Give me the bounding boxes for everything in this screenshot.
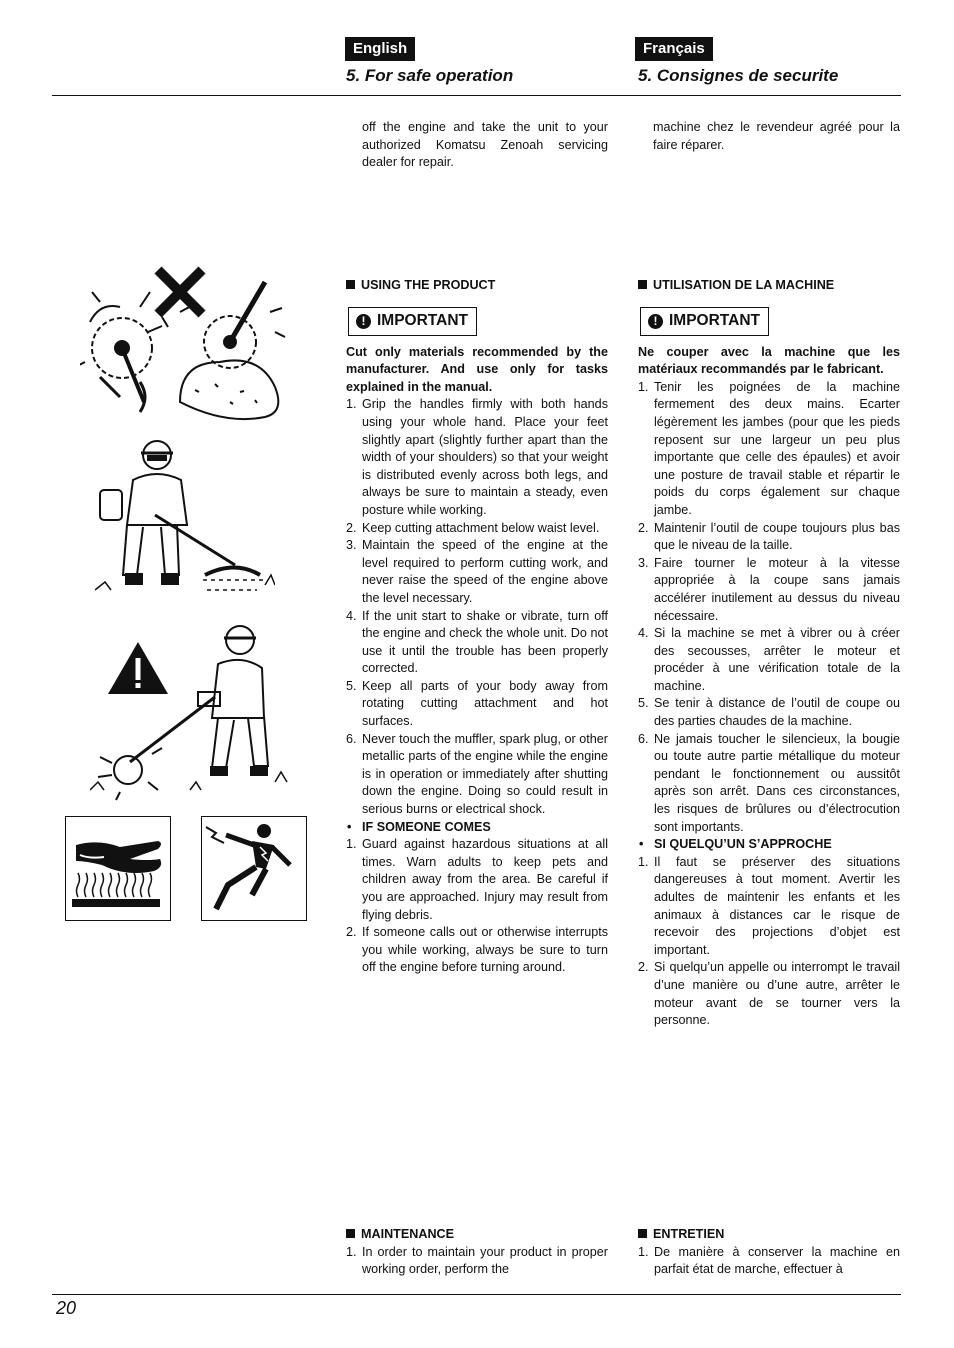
heading-if-someone-comes: • IF SOMEONE COMES (346, 819, 608, 837)
prohibited-debris-icon (80, 262, 290, 427)
maintenance-english (346, 1226, 608, 1279)
maintenance-items (638, 1244, 900, 1279)
hot-surface-icon (65, 816, 171, 921)
someone-items (346, 836, 608, 977)
list-item: 2. Maintenir l’outil de coupe toujours plus bas que le niveau de la taille. (638, 520, 900, 553)
list-item: 6. Ne jamais toucher le silencieux, la bougie ou toute autre partie métallique du moteur pendant le fonctionnement ou aussitôt après son arrêt. Dans ces circonstances, les risques de brûlures ou d’électrocution sont importants. (638, 731, 900, 834)
heading-si-quelquun: • SI QUELQU’UN S’APPROCHE (638, 836, 900, 854)
list-item: 2. Keep cutting attachment below waist level. (346, 520, 600, 535)
electric-shock-icon (201, 816, 307, 921)
list-item: 6. Never touch the muffler, spark plug, or other metallic parts of the engine while the engine is in operation or immediately after shutting down the engine. Doing so could result in serious burns or electrical shock. (346, 731, 608, 817)
someone-items (638, 854, 900, 1030)
french-column (638, 277, 900, 1030)
list-item: 1. In order to maintain your product in proper working order, perform the (346, 1244, 608, 1277)
list-item: 3. Faire tourner le moteur à la vitesse appropriée à la coupe sans jamais accélérer inutilement au dessus du niveau nécessaire. (638, 555, 900, 623)
header-rule (52, 95, 901, 96)
page-number: 20 (56, 1298, 77, 1318)
list-item: 1. Grip the handles firmly with both hands using your whole hand. Place your feet slightly apart (slightly further apart than the width of your shoulders) so that your weight is distributed evenly across both legs, and always be sure to maintain a steady, even posture while working. (346, 397, 608, 517)
language-tag-french: Français (635, 37, 713, 61)
english-column (346, 277, 608, 977)
intro-french: machine chez le revendeur agréé pour la faire réparer. (653, 120, 900, 152)
square-bullet-icon (346, 280, 355, 289)
operator-trimming-icon (90, 622, 290, 802)
list-item: 1. Tenir les poignées de la machine fermement des deux mains. Ecarter légèrement les jambes (pour que les pieds reposent sur une largeur un peu plus importante que celle des épaules) et avoir une posture de travail stable et répartir le poids du corps également sur chaque jambe. (638, 379, 900, 517)
list-item: 2. If someone calls out or otherwise interrupts you while working, always be sure to turn off the engine before turning around. (346, 925, 608, 975)
important-lead: Ne couper avec la machine que les matériaux recommandés par le fabricant. (638, 344, 900, 377)
electrocution-figure-icon (202, 817, 305, 919)
heading-entretien: ENTRETIEN (638, 1226, 900, 1244)
important-box: ! IMPORTANT (348, 307, 477, 336)
heading-using-product: USING THE PRODUCT (346, 277, 608, 295)
list-item: 1. De manière à conserver la machine en parfait état de marche, effectuer à (638, 1244, 900, 1277)
list-item: 2. Si quelqu’un appelle ou interrompt le travail d’une manière ou d’une autre, arrêter le moteur avant de se tourner vers la personne. (638, 960, 900, 1028)
list-item: 1. Il faut se préserver des situations dangereuses à tout moment. Avertir les adultes de maintenir les enfants et les animaux à distances car le risque de recevoir des projections d’objet est important. (638, 854, 900, 957)
language-tag-english: English (345, 37, 415, 61)
list-item: 4. Si la machine se met à vibrer ou à créer des secousses, arrêter le moteur et procéder à une vérification totale de la machine. (638, 626, 900, 693)
hand-heat-icon (66, 817, 169, 919)
using-items (638, 379, 900, 836)
footer-rule (52, 1294, 901, 1295)
square-bullet-icon (638, 280, 647, 289)
heading-maintenance: MAINTENANCE (346, 1226, 608, 1244)
heading-utilisation: UTILISATION DE LA MACHINE (638, 277, 900, 295)
maintenance-items (346, 1244, 608, 1279)
important-box: ! IMPORTANT (640, 307, 769, 336)
exclamation-icon: ! (356, 314, 371, 329)
operator-posture-icon (95, 435, 275, 600)
maintenance-french (638, 1226, 900, 1279)
list-item: 5. Keep all parts of your body away from rotating cutting attachment and hot surfaces. (346, 678, 608, 729)
section-title-english: 5. For safe operation (346, 66, 514, 85)
section-title-french: 5. Consignes de securite (638, 66, 839, 85)
using-items (346, 396, 608, 818)
list-item: 1. Guard against hazardous situations at all times. Warn adults to keep pets and children away from the area. Be careful if you are approached. Injury may result from flying debris. (346, 837, 608, 922)
intro-english: off the engine and take the unit to your authorized Komatsu Zenoah servicing dealer for repair. (362, 120, 608, 170)
important-lead: Cut only materials recommended by the manufacturer. And use only for tasks explained in the manual. (346, 344, 608, 394)
list-item: 3. Maintain the speed of the engine at the level required to perform cutting work, and never raise the speed of the engine above the level necessary. (346, 538, 608, 605)
list-item: 5. Se tenir à distance de l’outil de coupe ou des parties chaudes de la machine. (638, 696, 900, 729)
list-item: 4. If the unit start to shake or vibrate, turn off the engine and check the whole unit. Do not use it until the trouble has been properly corrected. (346, 608, 608, 676)
square-bullet-icon (638, 1229, 647, 1238)
exclamation-icon: ! (648, 314, 663, 329)
square-bullet-icon (346, 1229, 355, 1238)
